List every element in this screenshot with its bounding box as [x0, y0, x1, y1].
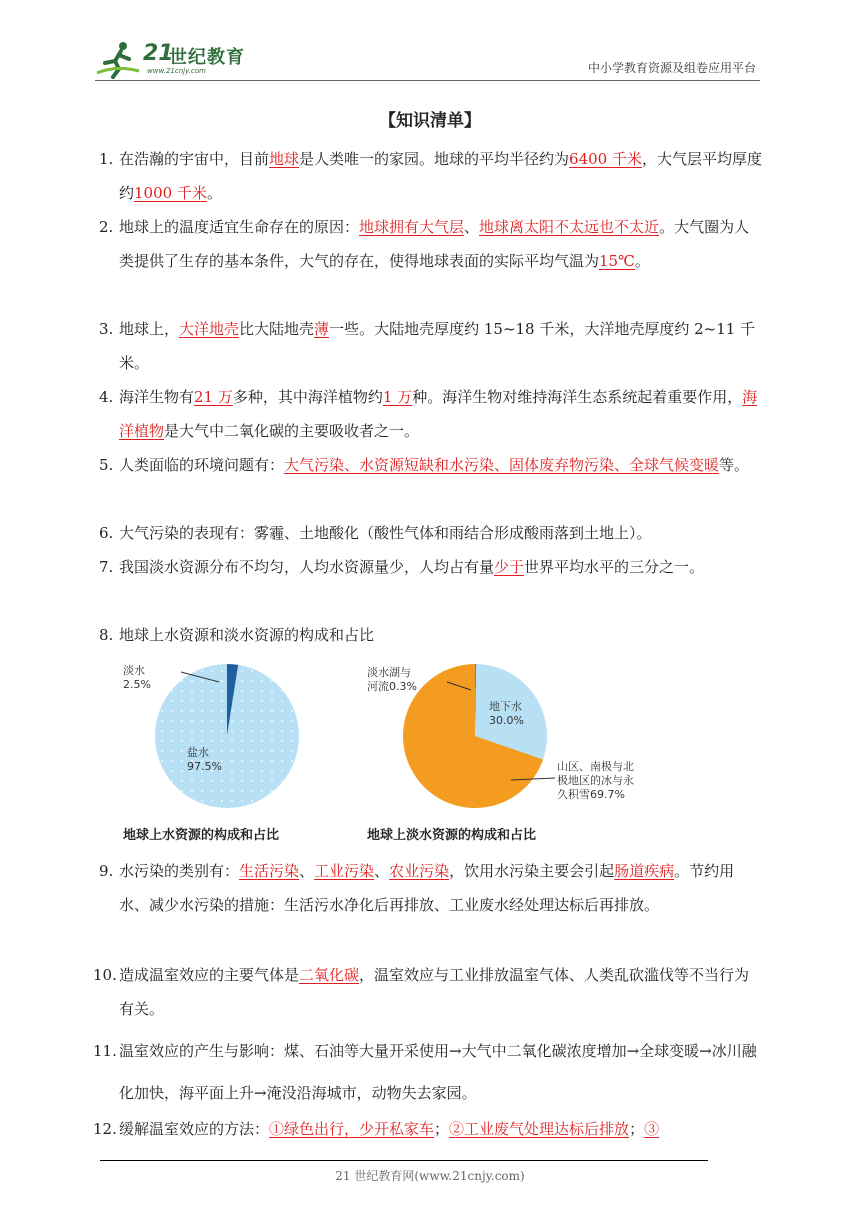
list-item: 4. 海洋生物有21 万多种，其中海洋植物约1 万种。海洋生物对维持海洋生态系统起着重要作用，海洋植物是大气中二氧化碳的主要吸收者之一。	[99, 388, 758, 440]
pie-chart-freshwater	[403, 664, 547, 808]
logo-name: 世纪教育	[169, 47, 245, 68]
list-item: 3. 地球上，大洋地壳比大陆地壳薄一些。大陆地壳厚度约 15~18 千米，大洋地壳厚度约 2~11 千米。	[99, 320, 756, 372]
logo-url: www.21cnjy.com	[147, 67, 206, 75]
list-item: 9. 水污染的类别有：生活污染、工业污染、农业污染，饮用水污染主要会引起肠道疾病。节约用水、减少水污染的措施：生活污水净化后再排放、工业废水经处理达标后再排放。	[99, 862, 735, 914]
label-ice: 山区、南极与北 极地区的冰与永 久积雪69.7%	[557, 760, 634, 801]
list-item: 10. 造成温室效应的主要气体是二氧化碳，温室效应与工业排放温室气体、人类乱砍滥伐等不当行为有关。	[93, 966, 750, 1018]
page-title: 【知识清单】	[379, 111, 481, 131]
label-fresh: 淡水 2.5%	[123, 664, 151, 691]
site-logo[interactable]	[95, 39, 265, 79]
runner-icon	[95, 39, 141, 79]
page-header	[95, 35, 760, 81]
water-resource-figure	[115, 650, 755, 850]
label-lake: 淡水湖与 河流0.3%	[367, 666, 417, 693]
list-item: 12. 缓解温室效应的方法：①绿色出行，少开私家车；②工业废气处理达标后排放；③	[93, 1120, 660, 1138]
list-item: 7. 我国淡水资源分布不均匀，人均水资源量少，人均占有量少于世界平均水平的三分之一。	[99, 558, 705, 576]
platform-tagline: 中小学教育资源及组卷应用平台	[587, 61, 756, 75]
list-item: 1. 在浩瀚的宇宙中，目前地球是人类唯一的家园。地球的平均半径约为6400 千米，大气层平均厚度约1000 千米。	[99, 150, 763, 202]
list-item: 5. 人类面临的环境问题有：大气污染、水资源短缺和水污染、固体废弃物污染、全球气候变暖等。	[99, 456, 750, 474]
list-item: 2. 地球上的温度适宜生命存在的原因：地球拥有大气层、地球离太阳不太远也不太近。大气圈为人类提供了生存的基本条件，大气的存在，使得地球表面的实际平均气温为15℃。	[99, 218, 750, 270]
caption-freshwater: 地球上淡水资源的构成和占比	[367, 828, 537, 843]
footer-link[interactable]: 21 世纪教育网(www.21cnjy.com)	[335, 1169, 525, 1183]
label-salt: 盐水 97.5%	[187, 746, 222, 773]
logo-number: 21	[143, 41, 174, 66]
list-item: 6. 大气污染的表现有：雾霾、土地酸化（酸性气体和雨结合形成酸雨落到土地上）。	[99, 524, 652, 542]
label-groundwater: 地下水 30.0%	[489, 700, 524, 727]
caption-water: 地球上水资源的构成和占比	[123, 828, 280, 843]
list-item: 8. 地球上水资源和淡水资源的构成和占比	[99, 626, 375, 644]
footer-divider	[100, 1160, 708, 1161]
pie-chart-water	[155, 664, 299, 808]
list-item: 11. 温室效应的产生与影响：煤、石油等大量开采使用→大气中二氧化碳浓度增加→全球变暖→冰川融化加快，海平面上升→淹没沿海城市，动物失去家园。	[93, 1042, 757, 1102]
